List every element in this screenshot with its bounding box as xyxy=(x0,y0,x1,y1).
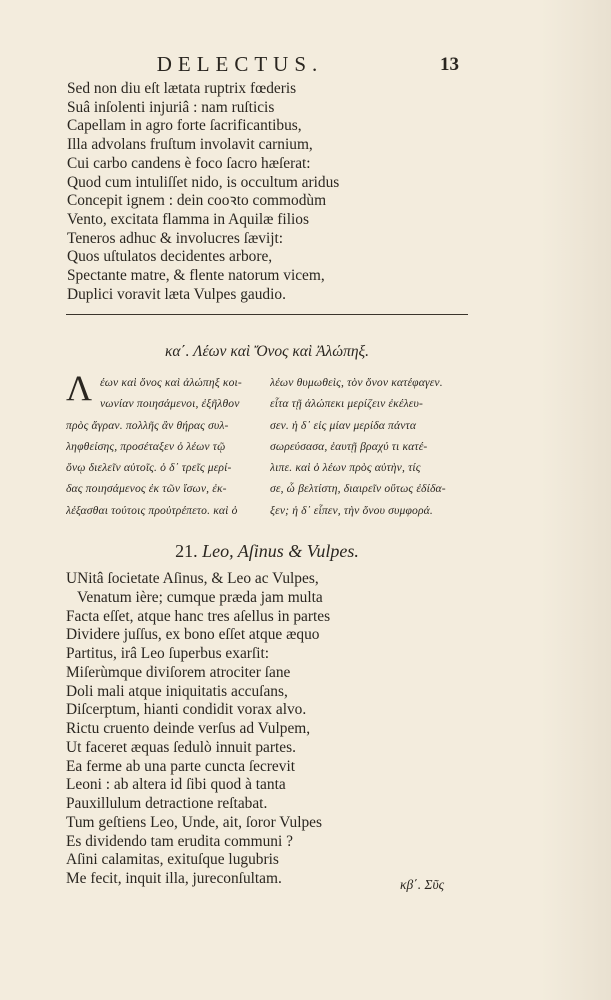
verse-line: Partitus, irâ Leo ſuperbus exarſit: xyxy=(66,645,270,662)
greek-line: ληφθείσης, προσέταξεν ὁ λέων τῷ xyxy=(66,439,226,453)
latin-fable-verse xyxy=(66,570,330,889)
verse-line: Leoni : ab altera id ſibi quod à tanta xyxy=(66,776,286,794)
verse-line: Tum geſtiens Leo, Unde, ait, ſoror Vulpes xyxy=(66,813,322,831)
latin-fable-heading xyxy=(66,541,468,562)
verse-line: Sed non diu eſt lætata ruptrix fœderis xyxy=(67,80,297,97)
page-number: 13 xyxy=(440,54,459,75)
verse-line: Duplici voravit læta Vulpes gaudio. xyxy=(67,285,286,303)
greek-column-right xyxy=(270,372,466,521)
greek-line: ὄνῳ διελεῖν αὐτοῖς. ὁ δ᾽ τρεῖς μερί- xyxy=(66,461,232,475)
greek-fable-title: κα΄. Λέων καὶ Ὄνος καὶ Ἀλώπηξ. xyxy=(164,343,370,360)
verse-line: Illa advolans fruſtum involavit carnium, xyxy=(67,136,313,154)
verse-line: Ea ferme ab una parte cuncta ſecrevit xyxy=(66,757,296,775)
greek-line: σεν. ἡ δ᾽ εἰς μίαν μερίδα πάντα xyxy=(270,418,417,432)
verse-line: Miſerùmque diviſorem atrociter ſane xyxy=(66,663,291,681)
greek-line: λέξασθαι τούτοις προὐτρέπετο. καὶ ὁ xyxy=(66,503,238,517)
verse-line: Venatum ière; cumque præda jam multa xyxy=(77,588,323,606)
greek-line: λιπε. καὶ ὁ λέων πρὸς αὐτὴν, τίς xyxy=(270,461,421,475)
verse-line: Concepit ignem : dein cooꝛto commodùm xyxy=(67,192,327,210)
verse-line: Facta eſſet, atque hanc tres aſellus in partes xyxy=(66,607,331,625)
verse-line: Es dividendo tam erudita communi ? xyxy=(66,832,293,850)
greek-line: εἶτα τῇ ἀλώπεκι μερίζειν ἐκέλευ- xyxy=(270,397,423,411)
verse-line: Quos uſtulatos decidentes arbore, xyxy=(67,248,273,266)
verse-line: Rictu cruento deinde verſus ad Vulpem, xyxy=(66,720,311,737)
greek-line: νωνίαν ποιησάμενοι, ἐξῆλθον xyxy=(100,397,240,411)
greek-line: πρὸς ἄγραν. πολλῆς ἂν θήρας συλ- xyxy=(66,418,229,432)
fable-number: 21. xyxy=(175,541,198,561)
verse-line: Capellam in agro forte ſacrificantibus, xyxy=(67,117,302,135)
drop-cap: Λ xyxy=(66,368,93,408)
greek-line: ξεν; ἡ δ᾽ εἶπεν, τὴν ὄνου συμφορά. xyxy=(270,503,433,517)
catchword: κβ΄. Σῦς xyxy=(400,877,445,892)
page-shading xyxy=(541,0,611,1000)
greek-line: σωρεύσασα, ἑαυτῇ βραχύ τι κατέ- xyxy=(270,439,428,453)
section-rule xyxy=(66,314,468,315)
verse-line: Suâ inſolenti injuriâ : nam ruſticis xyxy=(67,98,275,116)
greek-line: λέων θυμωθεὶς, τὸν ὄνον κατέφαγεν. xyxy=(270,376,443,389)
greek-line: σε, ὦ βελτίστη, διαιρεῖν οὕτως ἐδίδα- xyxy=(270,482,446,496)
verse-line: Dividere juſſus, ex bono eſſet atque æquo xyxy=(66,626,320,644)
verse-line: Aſini calamitas, exituſque lugubris xyxy=(66,851,279,869)
verse-line: Spectante matre, & flente natorum vicem, xyxy=(67,267,325,285)
verse-line: Ut faceret æquas ſedulò innuit partes. xyxy=(66,738,296,756)
greek-line: έων καὶ ὄνος καὶ ἀλώπηξ κοι- xyxy=(100,376,242,389)
verse-line: Diſcerptum, hianti condidit vorax alvo. xyxy=(66,701,307,719)
fable-title: Leo, Aſinus & Vulpes. xyxy=(202,541,359,561)
verse-line: Vento, excitata flamma in Aquilæ filios xyxy=(67,210,309,228)
verse-line: Pauxillulum detractione reſtabat. xyxy=(66,795,268,812)
greek-column-left xyxy=(66,368,262,521)
verse-line: Doli mali atque iniquitatis accuſans, xyxy=(66,682,288,700)
verse-top xyxy=(67,80,339,304)
running-title: DELECTUS. xyxy=(156,52,324,76)
verse-line: UNitâ ſocietate Aſinus, & Leo ac Vulpes, xyxy=(66,570,319,587)
verse-line: Teneros adhuc & involucres ſævijt: xyxy=(67,229,284,247)
verse-line: Me fecit, inquit illa, jureconſultam. xyxy=(66,870,282,887)
verse-line: Cui carbo candens è foco ſacro hæſerat: xyxy=(67,154,311,172)
greek-line: δας ποιησάμενος ἐκ τῶν ἴσων, ἐκ- xyxy=(66,482,227,496)
verse-line: Quod cum intuliſſet nido, is occultum aridus xyxy=(67,173,340,191)
